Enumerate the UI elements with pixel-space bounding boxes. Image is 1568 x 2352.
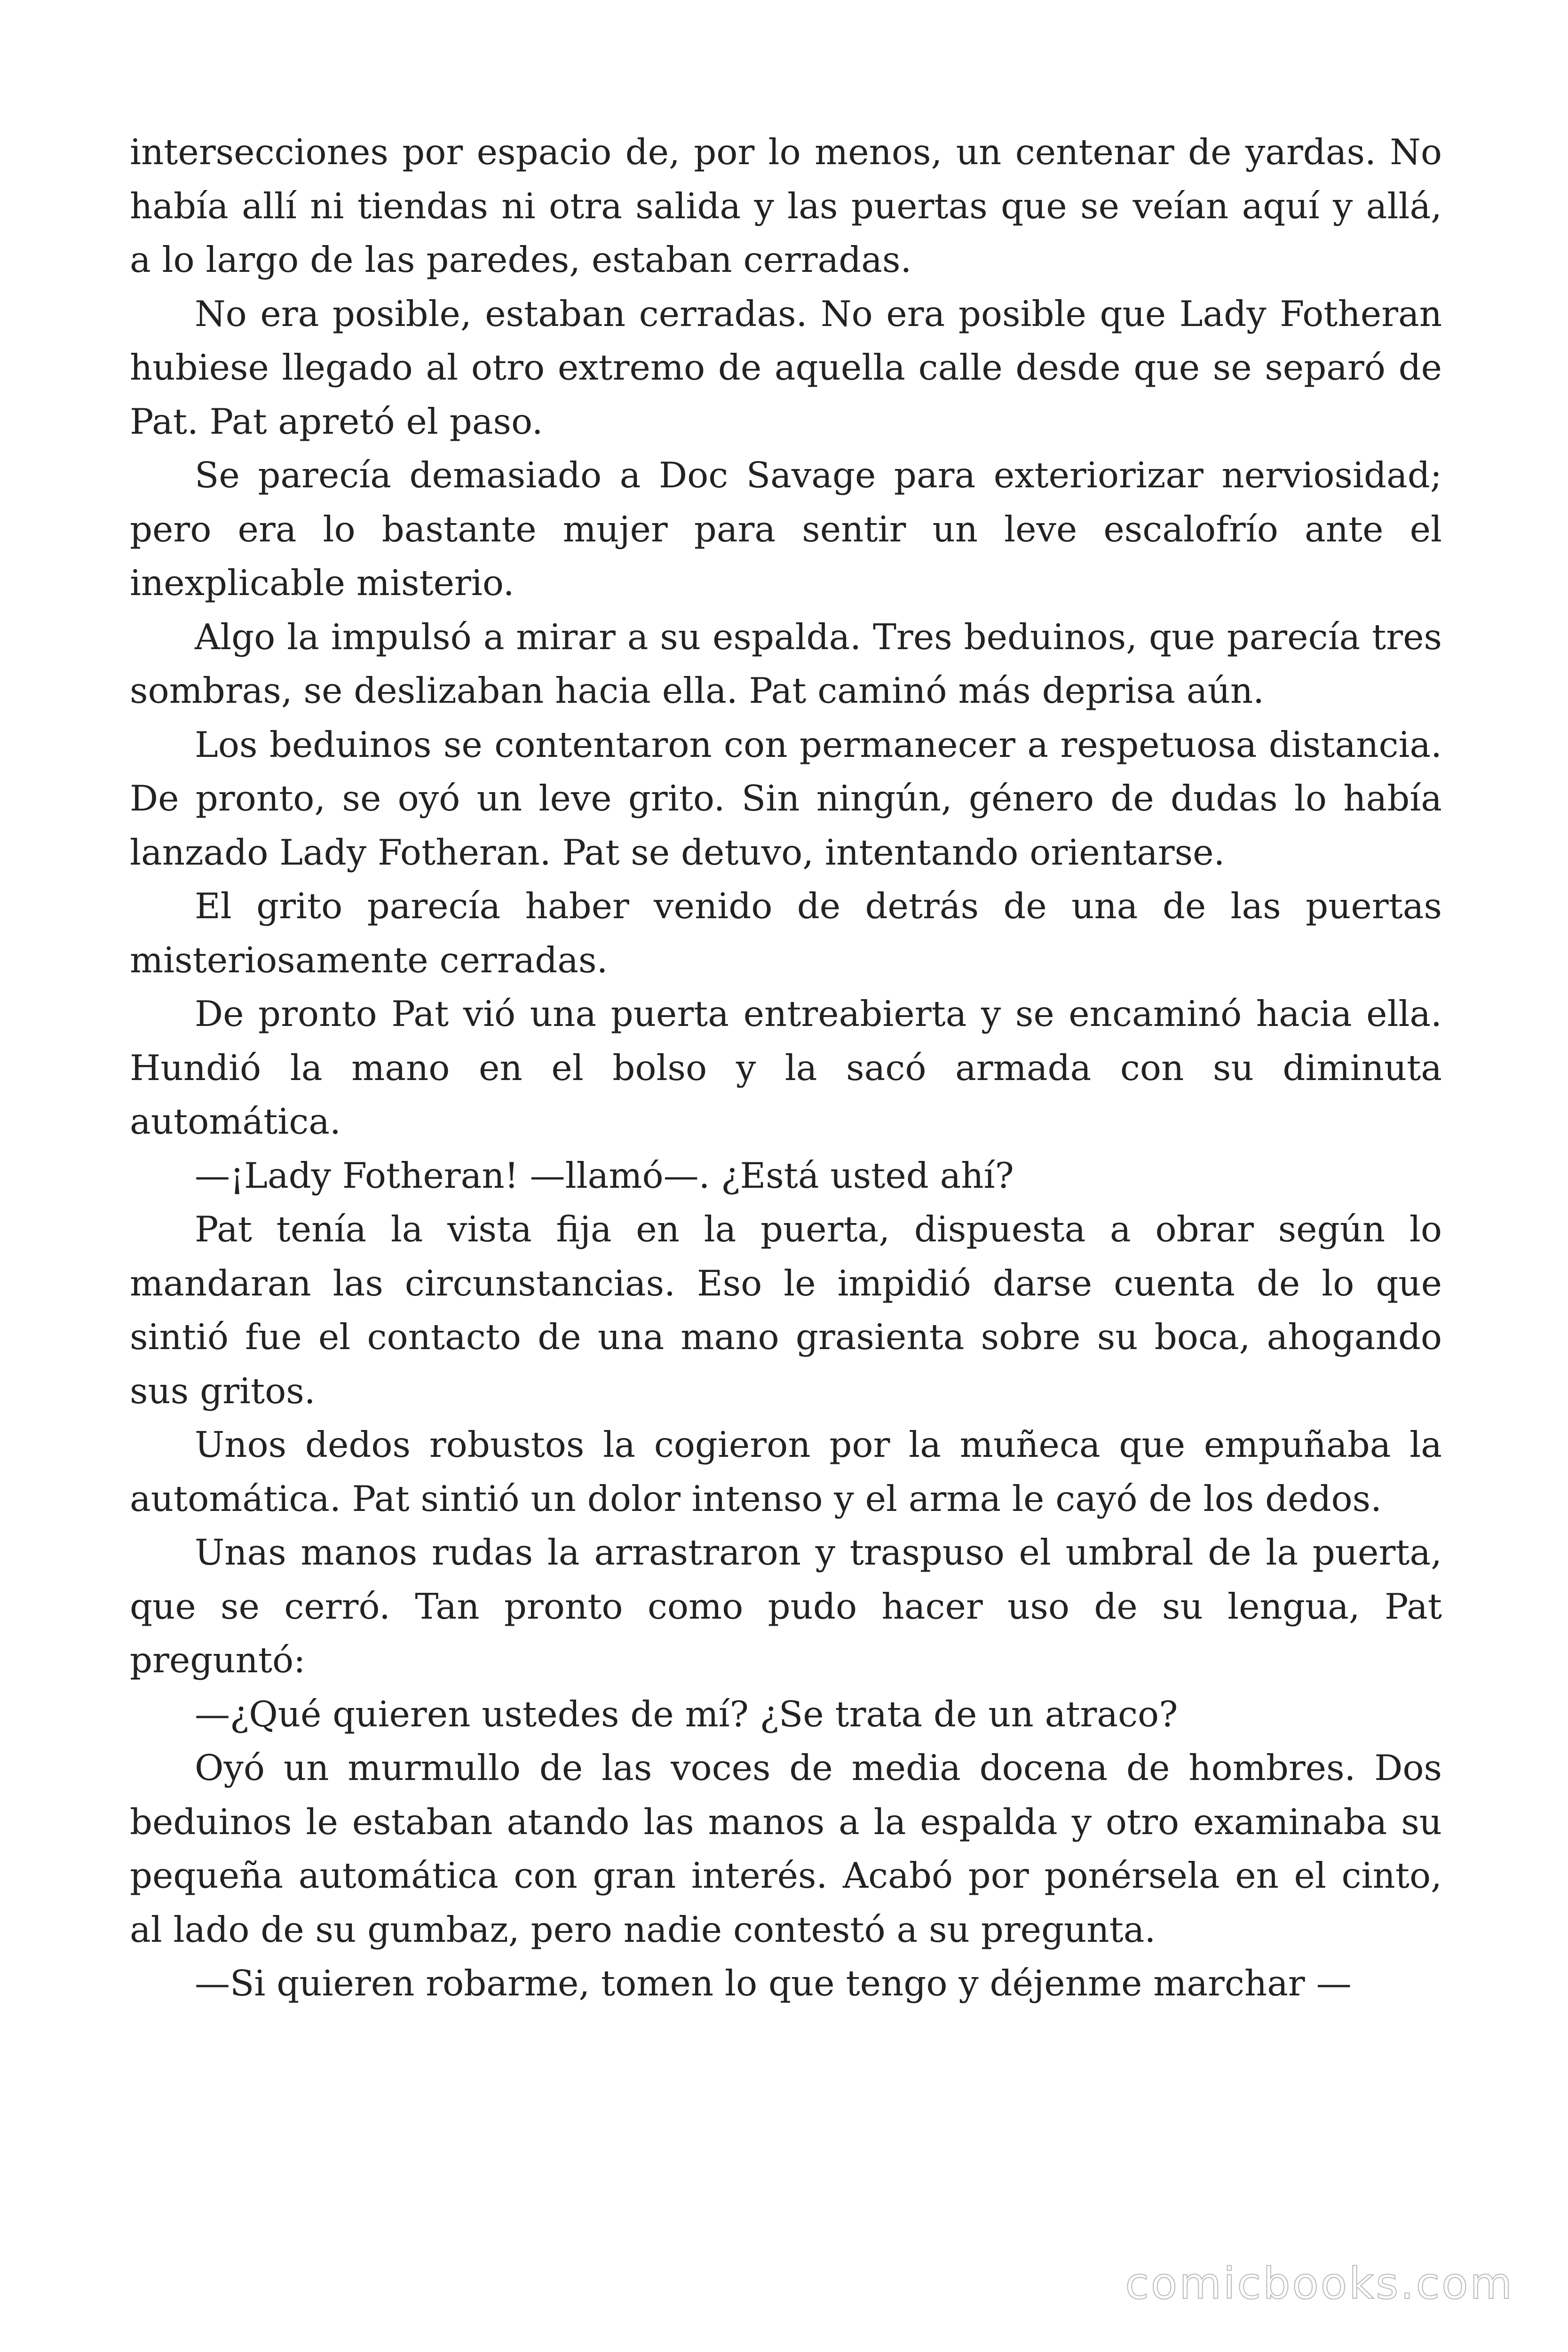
paragraph-1: intersecciones por espacio de, por lo menos, un centenar de yardas. No había allí ni tiendas ni otra salida y las puertas que se veían aquí y allá, a lo largo de las paredes, estaban cerradas. <box>130 131 1442 280</box>
paragraph-13: Oyó un murmullo de las voces de media docena de hombres. Dos beduinos le estaban atando las manos a la espalda y otro examinaba su pequeña automática con gran interés. Acabó por ponérsela en el cinto, al lado de su gumbaz, pero nadie contestó a su pregunta. <box>130 1747 1442 1950</box>
paragraph-9: Pat tenía la vista fija en la puerta, dispuesta a obrar según lo mandaran las circunstancias. Eso le impidió darse cuenta de lo que sintió fue el contacto de una mano grasienta sobre su boca, ahogando sus gritos. <box>130 1208 1442 1412</box>
paragraph-11: Unas manos rudas la arrastraron y traspuso el umbral de la puerta, que se cerró. Tan pronto como pudo hacer uso de su lengua, Pat preguntó: <box>130 1532 1442 1681</box>
paragraph-3: Se parecía demasiado a Doc Savage para exteriorizar nerviosidad; pero era lo bastante mujer para sentir un leve escalofrío ante el inexplicable misterio. <box>130 454 1442 604</box>
book-page <box>130 125 1442 2010</box>
paragraph-10: Unos dedos robustos la cogieron por la muñeca que empuñaba la automática. Pat sintió un dolor intenso y el arma le cayó de los dedos. <box>130 1424 1442 1519</box>
paragraph-6: El grito parecía haber venido de detrás de una de las puertas misteriosamente cerradas. <box>130 885 1442 981</box>
paragraph-14: —Si quieren robarme, tomen lo que tengo y déjenme marchar — <box>195 1963 1352 2004</box>
paragraph-12: —¿Qué quieren ustedes de mí? ¿Se trata de un atraco? <box>195 1693 1178 1735</box>
watermark-logo: comicbooks.com <box>1125 2258 1514 2309</box>
paragraph-7: De pronto Pat vió una puerta entreabierta y se encaminó hacia ella. Hundió la mano en el bolso y la sacó armada con su diminuta automática. <box>130 993 1442 1142</box>
paragraph-4: Algo la impulsó a mirar a su espalda. Tres beduinos, que parecía tres sombras, se deslizaban hacia ella. Pat caminó más deprisa aún. <box>130 616 1442 711</box>
paragraph-8: —¡Lady Fotheran! —llamó—. ¿Está usted ahí? <box>195 1154 1014 1196</box>
paragraph-2: No era posible, estaban cerradas. No era posible que Lady Fotheran hubiese llegado al otro extremo de aquella calle desde que se separó de Pat. Pat apretó el paso. <box>130 293 1442 442</box>
paragraph-5: Los beduinos se contentaron con permanecer a respetuosa distancia. De pronto, se oyó un leve grito. Sin ningún, género de dudas lo había lanzado Lady Fotheran. Pat se detuvo, intentando orientarse. <box>130 723 1442 873</box>
